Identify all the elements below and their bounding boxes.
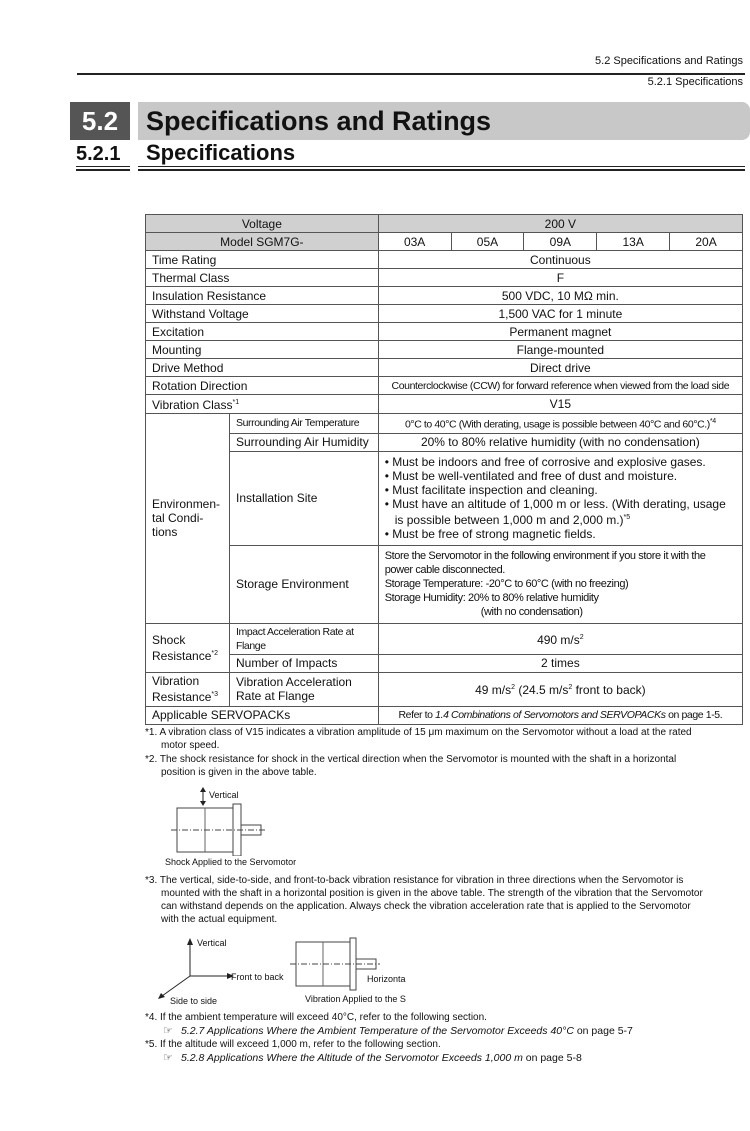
model-label: Model SGM7G- <box>146 233 379 251</box>
storage-value <box>378 545 742 623</box>
model-cell: 05A <box>451 233 524 251</box>
table-row <box>146 323 743 341</box>
vib-front-to-back-label: Front to back <box>231 972 284 982</box>
table-row <box>146 341 743 359</box>
env-air-temp-value: 0°C to 40°C (With derating, usage is possible between 40°C and 60°C.)$^{*4}$ <box>378 414 742 434</box>
list-item: • Must have an altitude of 1,000 m or less. (With derating, usage <box>384 497 726 511</box>
row-value: Flange-mounted <box>378 341 742 359</box>
shock-accel-value: 490 $m/s^2$ <box>378 623 742 654</box>
list-item: • Must be indoors and free of corrosive and explosive gases. <box>384 455 706 469</box>
subsection-number: 5.2.1 <box>76 143 121 165</box>
row-value: Continuous <box>378 251 742 269</box>
vibration-class-label: Vibration Class$^{*1}$ <box>146 395 379 414</box>
footnotes <box>145 726 705 1065</box>
storage-line: power cable disconnected. <box>384 564 505 576</box>
list-item: is possible between 1,000 m and 2,000 m.)$^{*5}$ <box>394 513 631 527</box>
env-label: Environmen- tal Condi- tions <box>146 414 230 624</box>
storage-line: (with no condensation) <box>480 606 583 618</box>
model-cell: 09A <box>524 233 597 251</box>
footnote-2: *2. The shock resistance for shock in the vertical direction when the Servomotor is mounted with the shaft in a horizontal position is given in the above table. <box>145 754 677 778</box>
row-label: Rotation Direction <box>146 377 379 395</box>
footnote-5-ref: ☞ 5.2.8 Applications Where the Altitude of the Servomotor Exceeds 1,000 m on page 5-8 <box>163 1052 582 1064</box>
subsection-rule <box>76 166 130 167</box>
install-value <box>378 451 742 545</box>
row-value: 1,500 VAC for 1 minute <box>378 305 742 323</box>
model-cell: 13A <box>597 233 670 251</box>
table-row <box>146 287 743 305</box>
storage-line: Store the Servomotor in the following environment if you store it with the <box>384 550 706 562</box>
subsection-rule <box>138 169 745 171</box>
row-value: Counterclockwise (CCW) for forward reference when viewed from the load side <box>378 377 742 395</box>
row-label: Mounting <box>146 341 379 359</box>
running-header-section: 5.2 Specifications and Ratings <box>595 55 743 67</box>
footnote-1: *1. A vibration class of V15 indicates a vibration amplitude of 15 μm maximum on the Servomotor without a load at the rated motor speed. <box>145 727 692 751</box>
list-item: • Must facilitate inspection and cleaning. <box>384 483 598 497</box>
servopack-value: Refer to 1.4 Combinations of Servomotors and SERVOPACKs on page 1-5. <box>378 706 742 724</box>
section-title: Specifications and Ratings <box>146 106 492 136</box>
install-label: Installation Site <box>229 451 378 545</box>
section-number: 5.2 <box>70 102 130 140</box>
shock-label: Shock Resistance$^{*2}$ <box>146 623 230 672</box>
table-row <box>146 395 743 414</box>
subsection-rule <box>138 166 745 167</box>
vib-horizontal-label: Horizonta <box>367 974 406 984</box>
vib-caption: Vibration Applied to the S <box>305 994 406 1004</box>
row-label: Excitation <box>146 323 379 341</box>
row-label: Time Rating <box>146 251 379 269</box>
env-humidity-label: Surrounding Air Humidity <box>229 433 378 451</box>
footnote-5-link[interactable]: 5.2.8 Applications Where the Altitude of the Servomotor Exceeds 1,000 m <box>181 1052 523 1064</box>
vib-accel-value: 49 $m/s^2$ (24.5 $m/s^2$ front to back) <box>378 672 742 706</box>
voltage-value: 200 V <box>378 215 742 233</box>
row-label: Drive Method <box>146 359 379 377</box>
row-value: Permanent magnet <box>378 323 742 341</box>
storage-label: Storage Environment <box>229 545 378 623</box>
storage-line: Storage Temperature: -20°C to 60°C (with no freezing) <box>384 578 629 590</box>
shock-caption: Shock Applied to the Servomotor <box>165 857 297 867</box>
row-value: 500 VDC, 10 MΩ min. <box>378 287 742 305</box>
row-label: Withstand Voltage <box>146 305 379 323</box>
voltage-label: Voltage <box>146 215 379 233</box>
footnote-4: *4. If the ambient temperature will exceed 40°C, refer to the following section. <box>145 1012 487 1023</box>
vib-vertical-label: Vertical <box>197 938 227 948</box>
shock-impacts-label: Number of Impacts <box>229 654 378 672</box>
list-item: • Must be free of strong magnetic fields. <box>384 527 596 541</box>
footnote-4-ref: ☞ 5.2.7 Applications Where the Ambient Temperature of the Servomotor Exceeds 40°C on page 5-7 <box>163 1025 633 1037</box>
shock-vertical-label: Vertical <box>209 790 239 800</box>
vibration-class-value: V15 <box>378 395 742 414</box>
servopack-label: Applicable SERVOPACKs <box>146 706 379 724</box>
storage-line: Storage Humidity: 20% to 80% relative humidity <box>384 592 599 604</box>
table-row <box>146 251 743 269</box>
subsection-rule <box>76 169 130 171</box>
row-value: F <box>378 269 742 287</box>
row-label: Insulation Resistance <box>146 287 379 305</box>
header-rule <box>77 73 745 75</box>
row-value: Direct drive <box>378 359 742 377</box>
table-row <box>146 305 743 323</box>
subsection-title: Specifications <box>146 140 296 165</box>
list-item: • Must be well-ventilated and free of dust and moisture. <box>384 469 678 483</box>
table-row <box>146 269 743 287</box>
vib-res-label: Vibration Resistance$^{*3}$ <box>146 672 230 706</box>
pointing-hand-icon: ☞ <box>163 1025 173 1037</box>
vib-accel-label: Vibration Acceleration Rate at Flange <box>229 672 378 706</box>
running-header-subsection: 5.2.1 Specifications <box>647 76 743 88</box>
footnote-5: *5. If the altitude will exceed 1,000 m, refer to the following section. <box>145 1039 441 1050</box>
servopack-ref-link[interactable]: 1.4 Combinations of Servomotors and SERVOPACKs <box>435 709 666 721</box>
spec-table <box>145 214 743 725</box>
footnote-4-link[interactable]: 5.2.7 Applications Where the Ambient Temperature of the Servomotor Exceeds 40°C <box>181 1025 574 1037</box>
env-air-temp-label: Surrounding Air Temperature <box>229 414 378 434</box>
table-row <box>146 359 743 377</box>
vertical-arrow-icon <box>200 787 206 806</box>
row-label: Thermal Class <box>146 269 379 287</box>
model-cell: 03A <box>378 233 451 251</box>
vib-side-to-side-label: Side to side <box>170 996 218 1006</box>
table-row <box>146 377 743 395</box>
footnote-3: *3. The vertical, side-to-side, and front-to-back vibration resistance for vibration in three directions when the Servomotor is mounted with the shaft in a horizontal position is given in the above table. The strength of the vibration that the Servomotor can withstand depends on the application. Always check the vibration acceleration rate that is applied to the Servomotor with the actual equipment. <box>145 875 703 925</box>
model-cell: 20A <box>670 233 743 251</box>
shock-impacts-value: 2 times <box>378 654 742 672</box>
pointing-hand-icon: ☞ <box>163 1052 173 1064</box>
env-humidity-value: 20% to 80% relative humidity (with no condensation) <box>378 433 742 451</box>
shock-accel-label: Impact Acceleration Rate at Flange <box>229 623 378 654</box>
